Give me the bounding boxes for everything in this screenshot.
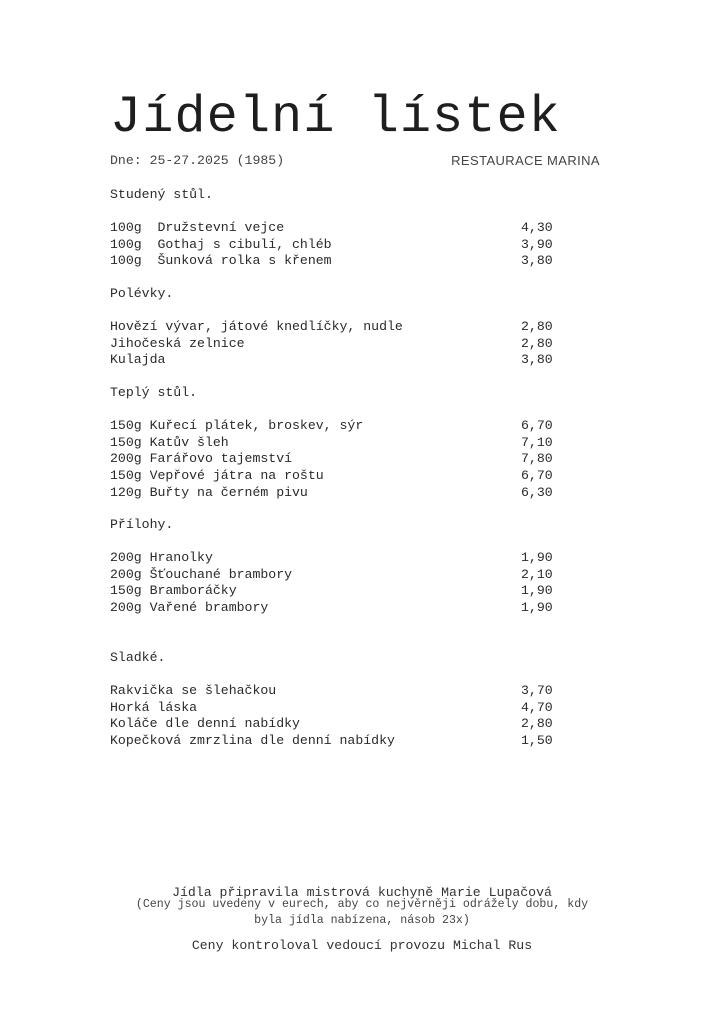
menu-item	[110, 583, 570, 600]
date-line: Dne: 25-27.2025 (1985)	[110, 153, 285, 168]
menu-item	[110, 468, 570, 485]
section-desserts	[110, 650, 570, 750]
section-title: Přílohy.	[110, 517, 174, 532]
menu-item-name: 150g Katův šleh	[110, 434, 229, 450]
section-title: Studený stůl.	[110, 187, 213, 202]
section-cold-table	[110, 187, 570, 270]
menu-item	[110, 237, 570, 254]
menu-item-name: 100g Družstevní vejce	[110, 220, 285, 236]
menu-item-name: Jihočeská zelnice	[110, 335, 245, 351]
menu-item	[110, 600, 570, 617]
page-title: Jídelní lístek	[110, 88, 561, 147]
menu-item-name: 100g Šunková rolka s křenem	[110, 253, 332, 269]
section-hot-table	[110, 385, 570, 501]
menu-item	[110, 567, 570, 584]
menu-item-name: Koláče dle denní nabídky	[110, 716, 300, 732]
menu-item-price: 3,80	[521, 352, 553, 368]
section-title: Polévky.	[110, 286, 174, 301]
restaurant-name: RESTAURACE MARINA	[451, 153, 600, 168]
menu-item-price: 2,80	[521, 716, 553, 732]
menu-item-name: 200g Hranolky	[110, 550, 213, 566]
footer-chef-line: Jídla připravila mistrová kuchyně Marie Lupačová	[172, 885, 552, 900]
menu-item-price: 3,90	[521, 236, 553, 252]
menu-item-price: 6,30	[521, 484, 553, 500]
menu-item-price: 7,10	[521, 434, 553, 450]
menu-item-name: Hovězí vývar, játové knedlíčky, nudle	[110, 319, 403, 335]
section-title: Teplý stůl.	[110, 385, 198, 400]
menu-item-price: 3,70	[521, 683, 553, 699]
section-title: Sladké.	[110, 650, 166, 665]
menu-item-price: 6,70	[521, 467, 553, 483]
menu-item	[110, 716, 570, 733]
section-soups	[110, 286, 570, 369]
menu-item	[110, 352, 570, 369]
menu-item-price: 4,70	[521, 699, 553, 715]
price-note-line: byla jídla nabízena, násob 23x)	[254, 914, 470, 927]
menu-item	[110, 683, 570, 700]
menu-item	[110, 550, 570, 567]
menu-item-name: Kopečková zmrzlina dle denní nabídky	[110, 732, 395, 748]
menu-item-price: 1,50	[521, 732, 553, 748]
menu-item-price: 3,80	[521, 253, 553, 269]
menu-item	[110, 451, 570, 468]
menu-item-name: 120g Buřty na černém pivu	[110, 484, 308, 500]
menu-item-price: 1,90	[521, 599, 553, 615]
menu-item	[110, 700, 570, 717]
menu-item-name: 200g Farářovo tajemství	[110, 451, 293, 467]
menu-item	[110, 319, 570, 336]
price-note	[100, 897, 624, 929]
menu-item	[110, 485, 570, 502]
price-note-line: (Ceny jsou uvedeny v eurech, aby co nejvěrněji odrážely dobu, kdy	[135, 898, 589, 911]
menu-item-name: Rakvička se šlehačkou	[110, 683, 277, 699]
menu-item	[110, 435, 570, 452]
menu-item-price: 1,90	[521, 550, 553, 566]
menu-item-name: 200g Vařené brambory	[110, 599, 269, 615]
menu-item-price: 4,30	[521, 220, 553, 236]
menu-item-price: 2,80	[521, 319, 553, 335]
menu-item-price: 6,70	[521, 418, 553, 434]
menu-item-name: 150g Bramboráčky	[110, 583, 237, 599]
menu-item-price: 1,90	[521, 583, 553, 599]
menu-item-name: 100g Gothaj s cibulí, chléb	[110, 236, 332, 252]
menu-item-price: 7,80	[521, 451, 553, 467]
menu-item-name: 150g Kuřecí plátek, broskev, sýr	[110, 418, 364, 434]
menu-item	[110, 253, 570, 270]
menu-item-name: Kulajda	[110, 352, 166, 368]
menu-item-name: 200g Šťouchané brambory	[110, 566, 293, 582]
menu-item-price: 2,10	[521, 566, 553, 582]
menu-item-name: 150g Vepřové játra na roštu	[110, 467, 324, 483]
menu-item	[110, 336, 570, 353]
section-side-dishes	[110, 517, 570, 617]
footer-manager-line: Ceny kontroloval vedoucí provozu Michal Rus	[191, 938, 533, 953]
menu-item	[110, 733, 570, 750]
menu-item	[110, 418, 570, 435]
menu-item-name: Horká láska	[110, 699, 198, 715]
menu-item-price: 2,80	[521, 335, 553, 351]
menu-item	[110, 220, 570, 237]
